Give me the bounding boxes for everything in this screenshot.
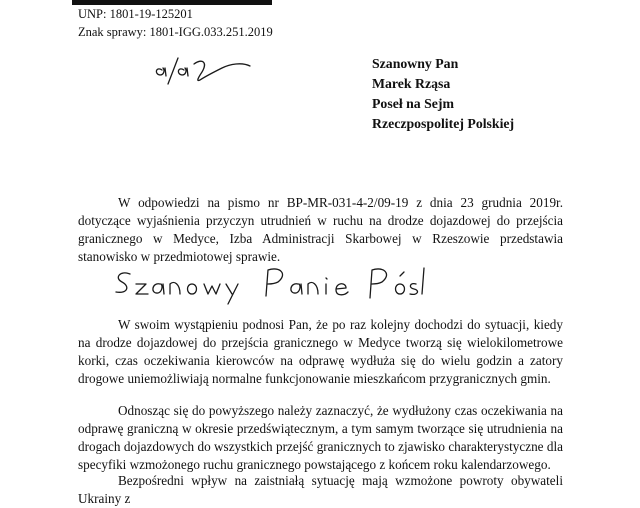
recipient-title: Poseł na Sejm [372, 96, 455, 111]
body-paragraph-3 [78, 402, 563, 474]
recipient-salutation: Szanowny Pan [372, 56, 459, 71]
body-paragraph-2 [78, 316, 563, 388]
top-redaction-bar [72, 0, 272, 5]
body-paragraph-4 [78, 472, 563, 508]
recipient-name: Marek Rząsa [372, 76, 451, 91]
paragraph-2-text: W swoim wystąpieniu podnosi Pan, że po raz kolejny dochodzi do sytuacji, kiedy na drodze dojazdowej do przejścia granicznego w Medyce tworzą się wielokilometrowe korki, czas oczekiwania kierowców na odprawę wydłuża się do wielu godzin a zatory drogowe uniemożliwiają normalne funkcjonowanie mieszkańcom przygranicznych gmin. [78, 317, 563, 386]
body-paragraph-1 [78, 194, 563, 266]
paragraph-3-text: Odnosząc się do powyższego należy zaznaczyć, że wydłużony czas oczekiwania na odprawę graniczną w okresie przedświątecznym, a tym samym tworzące się utrudnienia na drogach dojazdowych do wszystkich przejść granicznych to zjawisko charakterystyczne dla specyfiki wzmożonego ruchu granicznego powstającego z końcem roku kalendarzowego. [78, 403, 563, 472]
unp-number: UNP: 1801-19-125201 [78, 7, 193, 21]
recipient-block [372, 54, 514, 134]
recipient-institution: Rzeczpospolitej Polskiej [372, 116, 515, 131]
paragraph-4-text: Bezpośredni wpływ na zaistniałą sytuację mają wzmożone powroty obywateli Ukrainy z [78, 473, 563, 506]
handwritten-signature-mark [150, 44, 260, 94]
paragraph-1-text: W odpowiedzi na pismo nr BP-MR-031-4-2/09-19 z dnia 23 grudnia 2019r. dotyczące wyjaśnienia przyczyn utrudnień w ruchu na drodze dojazdowej do przejścia granicznego w Medyce, Izba Administracji Skarbowej w Rzeszowie przedstawia stanowisko w przedmiotowej sprawie. [78, 195, 563, 264]
handwritten-salutation [108, 262, 428, 306]
case-reference: Znak sprawy: 1801-IGG.033.251.2019 [78, 25, 273, 39]
